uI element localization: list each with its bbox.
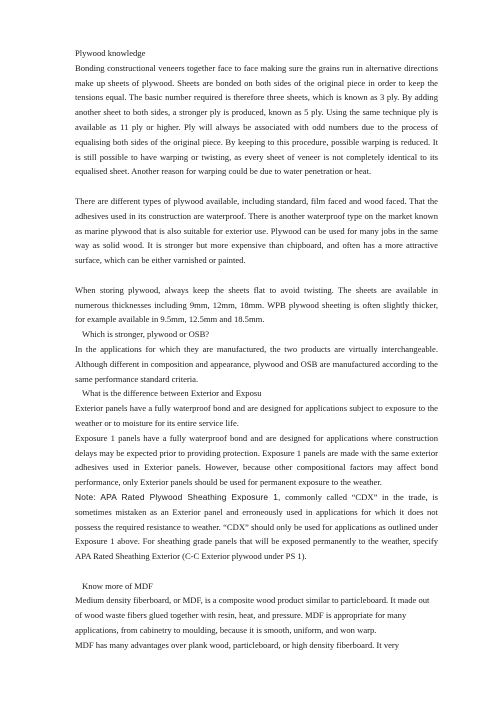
question-exterior-vs-exposure: What is the difference between Exterior and Exposu <box>82 388 262 399</box>
paragraph-plywood-storage: When storing plywood, always keep the sheets flat to avoid twisting. The sheets are available in numerous thicknesses including 9mm, 12mm, 18mm. WPB plywood sheeting is often slightly thicker, for example available in 9.5mm, 12.5mm and 18.5mm. <box>75 284 438 325</box>
note-body: commonly called “CDX” in the trade, is sometimes mistaken as an Exterior panel and erroneously used in applications for which it does not possess the required resistance to weather. “CDX” should only be used for applications as outlined under Exposure 1 above. For sheathing grade panels that will be exposed permanently to the weather, specify APA Rated Sheathing Exterior (C-C Exterior plywood under PS 1). <box>75 491 438 562</box>
answer-exposure-1-panels: Exposure 1 panels have a fully waterproof bond and are designed for applications where construction delays may be expected prior to providing protection. Exposure 1 panels are made with the same exterior adhesives used in Exterior panels. However, because other compositional factors may affect bond performance, only Exterior panels should be used for permanent exposure to the weather. <box>75 432 438 488</box>
paragraph-mdf-intro: Medium density fiberboard, or MDF, is a composite wood product similar to particleboard. It made out of wood waste fibers glued together with resin, heat, and pressure. MDF is appropriate for many applications, from cabinetry to moulding, because it is smooth, uniform, and won warp. <box>75 595 430 636</box>
note-lead: Note: APA Rated Plywood Sheathing Exposure 1, <box>75 491 281 502</box>
paragraph-gap <box>75 179 438 194</box>
section-heading-mdf: Know more of MDF <box>82 580 153 591</box>
answer-plywood-vs-osb: In the applications for which they are manufactured, the two products are virtually interchangeable. Although different in composition and appearance, plywood and OSB are manufactured according to the same performance standard criteria. <box>75 343 438 384</box>
note-cdx <box>75 490 438 564</box>
paragraph-plywood-types: There are different types of plywood available, including standard, film faced and wood faced. That the adhesives used in its construction are waterproof. There is another waterproof type on the market known as marine plywood that is also suitable for exterior use. Plywood can be used for many jobs in the same way as solid wood. It is stronger but more expensive than chipboard, and often has a more attractive surface, which can be either varnished or painted. <box>75 195 438 266</box>
answer-exterior-panels: Exterior panels have a fully waterproof bond and are designed for applications subject to exposure to the weather or to moisture for its entire service life. <box>75 403 438 428</box>
paragraph-plywood-construction: Bonding constructional veneers together face to face making sure the grains run in alternative directions make up sheets of plywood. Sheets are bonded on both sides of the original piece in order to keep the tensions equal. The basic number required is therefore three sheets, which is known as 3 ply. By adding another sheet to both sides, a stronger ply is produced, known as 5 ply. Using the same technique ply is available as 11 ply or higher. Ply will always be associated with odd numbers due to the process of equalising both sides of the original piece. By keeping to this procedure, possible warping is reduced. It is still possible to have warping or twisting, as every sheet of veneer is not completely identical to its equalised sheet. Another reason for warping could be due to water penetration or heat. <box>75 62 438 177</box>
paragraph-gap <box>75 268 438 283</box>
section-heading-plywood: Plywood knowledge <box>75 48 146 58</box>
paragraph-gap <box>75 564 438 579</box>
paragraph-mdf-advantages: MDF has many advantages over plank wood, particleboard, or high density fiberboard. It very <box>75 639 400 650</box>
question-plywood-vs-osb: Which is stronger, plywood or OSB? <box>82 329 210 340</box>
